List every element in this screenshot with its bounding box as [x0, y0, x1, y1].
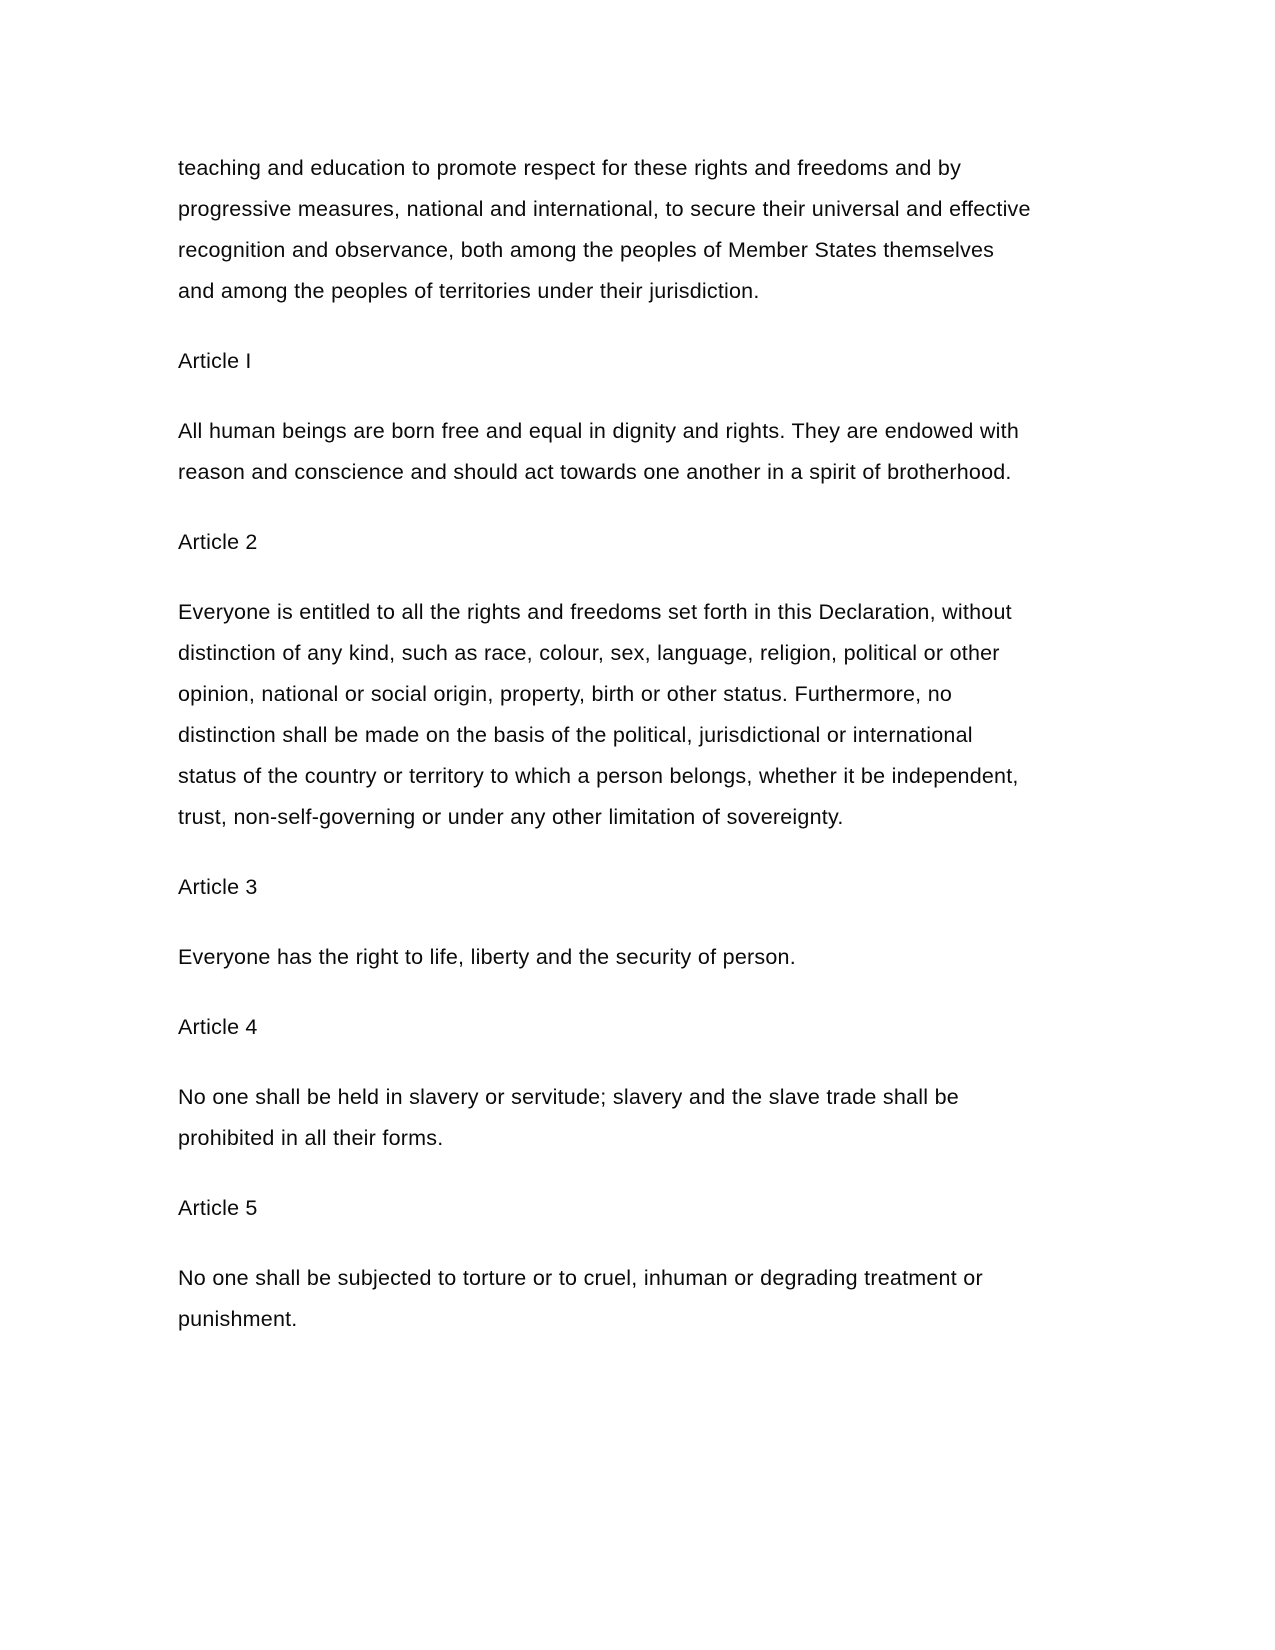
preamble-continuation-paragraph: teaching and education to promote respect for these rights and freedoms and by progressive measures, national and international, to secure their universal and effective recognition and observance, both among the peoples of Member States themselves and among the peoples of territories under their jurisdiction. — [178, 156, 1031, 303]
article-5-heading: Article 5 — [178, 1196, 258, 1220]
document-body — [178, 148, 1033, 1340]
article-3-heading: Article 3 — [178, 875, 258, 899]
article-2-paragraph: Everyone is entitled to all the rights and freedoms set forth in this Declaration, without distinction of any kind, such as race, colour, sex, language, religion, political or other opinion, national or social origin, property, birth or other status. Furthermore, no distinction shall be made on the basis of the political, jurisdictional or international status of the country or territory to which a person belongs, whether it be independent, trust, non-self-governing or under any other limitation of sovereignty. — [178, 600, 1019, 829]
article-5-paragraph: No one shall be subjected to torture or to cruel, inhuman or degrading treatment or punishment. — [178, 1266, 983, 1331]
article-1-heading: Article I — [178, 349, 252, 373]
article-4-paragraph: No one shall be held in slavery or servitude; slavery and the slave trade shall be prohibited in all their forms. — [178, 1085, 959, 1150]
article-3-paragraph: Everyone has the right to life, liberty and the security of person. — [178, 945, 796, 969]
article-4-heading: Article 4 — [178, 1015, 258, 1039]
article-2-heading: Article 2 — [178, 530, 258, 554]
article-1-paragraph: All human beings are born free and equal in dignity and rights. They are endowed with reason and conscience and should act towards one another in a spirit of brotherhood. — [178, 419, 1020, 484]
